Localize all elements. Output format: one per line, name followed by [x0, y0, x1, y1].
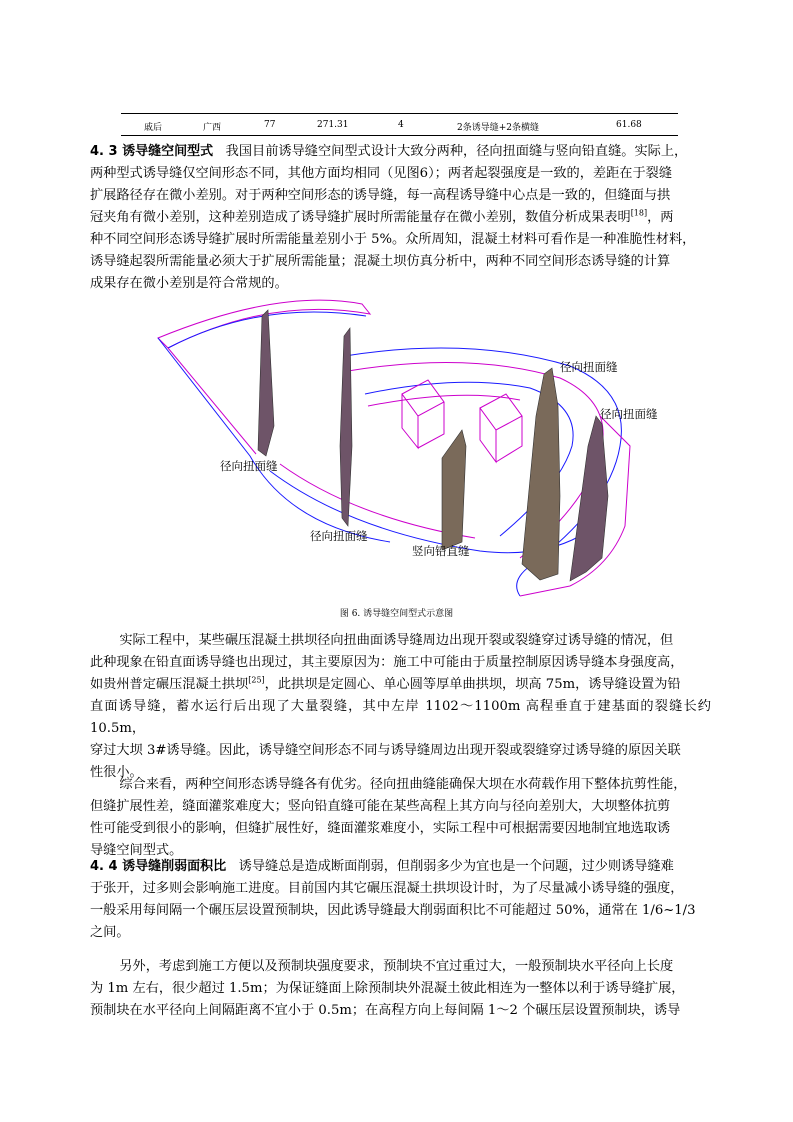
table-bottom-rule — [121, 135, 678, 136]
table-cell-height: 77 — [264, 120, 276, 130]
citation: [25] — [248, 675, 265, 685]
table-cell-joints: 2条诱导缝+2条横缝 — [457, 123, 539, 133]
figure-6-dam-diagram — [140, 296, 660, 598]
table-top-rule — [121, 113, 678, 114]
citation: [18] — [630, 208, 648, 218]
label-radial-joint-4: 径向扭面缝 — [600, 407, 658, 421]
label-vertical-joint: 竖向铅直缝 — [412, 544, 470, 558]
table-cell-count: 4 — [398, 120, 404, 130]
table-cell-length: 271.31 — [317, 120, 349, 130]
table-row — [121, 119, 678, 135]
table-cell-province: 广西 — [203, 123, 222, 133]
figure-caption: 图 6. 诱导缝空间型式示意图 — [339, 609, 454, 619]
paragraph-precast-blocks: 另外，考虑到施工方便以及预制块强度要求，预制块不宜过重过大，一般预制块水平径向上长度 为 1m 左右，很少超过 1.5m；为保证缝面上除预制块外混凝土彼此相连为一整体以利于诱导缝扩展， 预制块在水平径向上间隔距离不宜小于 0.5m；在高程方向上每间隔 1～2 个碾压层设置预制块，诱导 — [90, 959, 685, 1018]
section-heading: 4. 3 诱导缝空间型式 — [90, 144, 214, 159]
label-radial-joint-3: 径向扭面缝 — [560, 360, 618, 374]
section-4-4: 4. 4 诱导缝削弱面积比 诱导缝总是造成断面削弱，但削弱多少为宜也是一个问题，过少则诱导缝难 于张开，过多则会影响施工进度。目前国内其它碾压混凝土拱坝设计时，为了尽量减小诱导缝的强度， 一般采用每间隔一个碾压层设置预制块，因此诱导缝最大削弱面积比不可能超过 50%，通常在 1/6~1/3 之间。 — [90, 859, 696, 940]
label-radial-joint-2: 径向扭面缝 — [310, 529, 368, 543]
section-heading: 4. 4 诱导缝削弱面积比 — [90, 859, 227, 874]
section-4-3: 4. 3 诱导缝空间型式 我国目前诱导缝空间型式设计大致分两种，径向扭面缝与竖向铅直缝。实际上， 两种型式诱导缝仅空间形态不同，其他方面均相同（见图6）；两者起裂强度是一致的，差距在于裂缝 扩展路径存在微小差别。对于两种空间形态的诱导缝，每一高程诱导缝中心点是一致的，但缝面与拱 冠夹角有微小差别，这种差别造成了诱导缝扩展时所需能量存在微小差别，数值分析成果表明[18]，两 种不同空间形态诱导缝扩展时所需能量差别小于 5%。众所周知，混凝土材料可看作是一种准脆性材料， 诱导缝起裂所需能量必须大于扩展所需能量；混凝土坝仿真分析中，两种不同空间形态诱导缝的计算 成果存在微小差别是符合常规的。 — [90, 144, 696, 291]
table-cell-name: 戚后 — [144, 123, 163, 133]
label-radial-joint-1: 径向扭面缝 — [220, 459, 278, 473]
table-cell-ratio: 61.68 — [616, 120, 642, 130]
paragraph-summary: 综合来看，两种空间形态诱导缝各有优劣。径向扭曲缝能确保大坝在水荷载作用下整体抗剪性能， 但缝扩展性差，缝面灌浆难度大；竖向铅直缝可能在某些高程上其方向与径向差别大，大坝整体抗剪 性可能受到很小的影响，但缝扩展性好，缝面灌浆难度小，实际工程中可根据需要因地制宜地选取诱 导缝空间型式。 — [90, 777, 687, 858]
paragraph-engineering-practice: 实际工程中，某些碾压混凝土拱坝径向扭曲面诱导缝周边出现开裂或裂缝穿过诱导缝的情况，但 此种现象在铅直面诱导缝也出现过，其主要原因为：施工中可能由于质量控制原因诱导缝本身强度高， 如贵州普定碾压混凝土拱坝[25]，此拱坝是定圆心、单心圆等厚单曲拱坝，坝高 75m，诱导缝设置为铅 直面诱导缝，蓄水运行后出现了大量裂缝，其中左岸 1102～1100m 高程垂直于建基面的裂缝长约 10.5m， 穿过大坝 3#诱导缝。因此，诱导缝空间形态不同与诱导缝周边出现开裂或裂缝穿过诱导缝的原因关联 性很小。 — [90, 633, 711, 780]
